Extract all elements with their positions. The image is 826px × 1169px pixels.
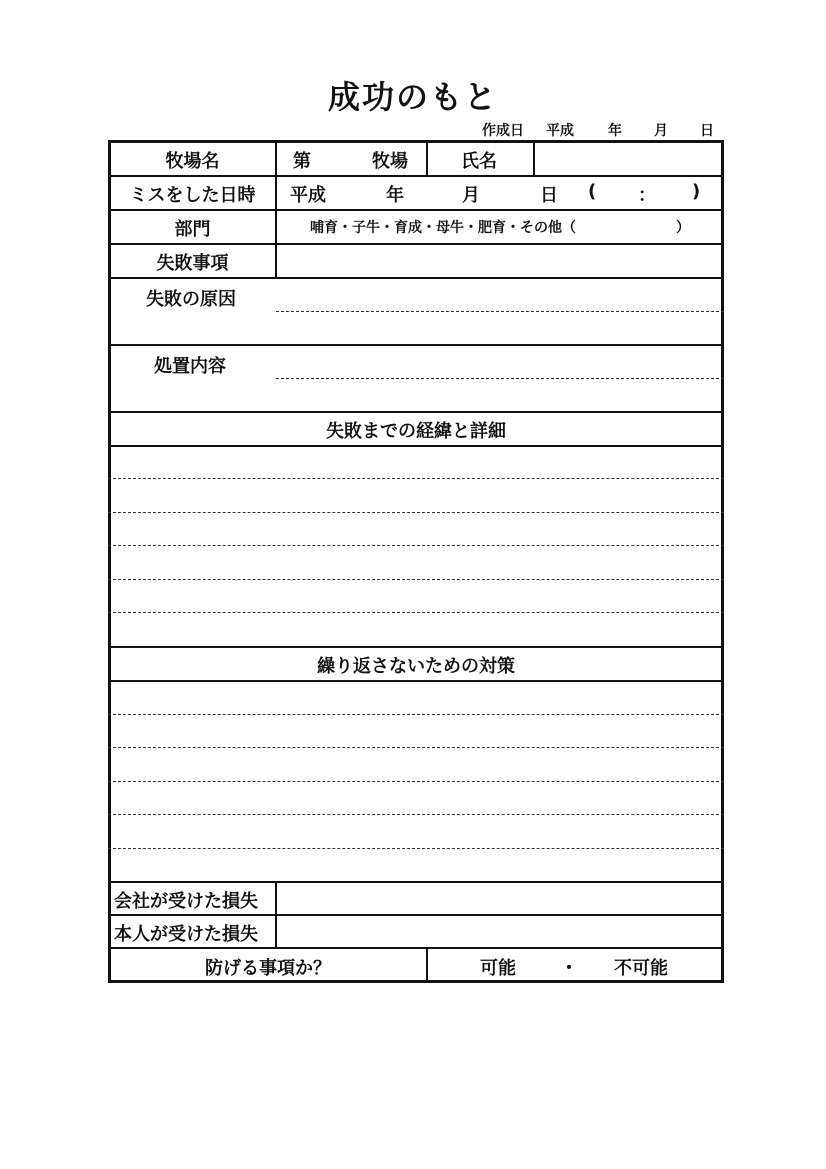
row-divider [108,881,724,883]
column-divider [426,140,428,175]
label-column-divider [275,140,277,277]
created-month-unit: 月 [654,123,668,139]
preventable-separator: ・ [560,958,578,979]
mistake-month-unit: 月 [462,185,480,206]
failure-item-label: 失敗事項 [156,253,229,274]
department-options: 哺育・子牛・育成・母牛・肥育・その他（ [310,220,576,236]
time-colon: ： [638,185,656,206]
preventable-impossible[interactable]: 不可能 [614,958,668,979]
company-loss-field[interactable] [278,884,720,913]
row-divider [108,175,724,177]
row-divider [108,445,724,447]
farm-suffix: 牧場 [372,151,408,172]
created-date-label: 作成日 [482,123,524,139]
created-year-unit: 年 [608,123,622,139]
failure-cause-label: 失敗の原因 [146,289,236,310]
farm-name-label: 牧場名 [165,151,220,172]
row-divider [108,680,724,682]
farm-number-prefix: 第 [293,151,311,172]
failure-cause-field[interactable] [111,313,720,343]
company-loss-label: 会社が受けた損失 [114,891,258,912]
preventable-possible[interactable]: 可能 [480,958,516,979]
column-divider [426,947,428,983]
department-label: 部門 [174,219,211,240]
writing-line [276,311,724,312]
row-divider [108,914,724,916]
row-divider [108,411,724,413]
personal-loss-label: 本人が受けた損失 [114,924,258,945]
details-header: 失敗までの経緯と詳細 [326,421,506,442]
department-close-paren: ） [676,220,690,236]
name-label: 氏名 [461,151,497,172]
label-column-divider [275,881,277,947]
mistake-datetime-label: ミスをした日時 [129,185,256,206]
details-field[interactable] [111,448,720,644]
form-title: 成功のもと [327,78,498,116]
countermeasure-field[interactable] [111,683,720,879]
personal-loss-field[interactable] [278,917,720,946]
row-divider [108,947,724,949]
row-divider [108,277,724,279]
writing-line [276,378,724,379]
row-divider [108,344,724,346]
treatment-field[interactable] [111,380,720,410]
mistake-year-unit: 年 [386,185,404,206]
row-divider [108,209,724,211]
created-day-unit: 日 [700,123,714,139]
treatment-label: 処置内容 [154,356,226,377]
time-close-paren: ) [692,181,701,202]
countermeasure-header: 繰り返さないための対策 [317,656,515,677]
column-divider [533,140,535,175]
time-open-paren: ( [588,181,597,202]
row-divider [108,243,724,245]
name-field[interactable] [536,143,720,174]
failure-item-field[interactable] [278,246,720,276]
row-divider [108,646,724,648]
created-era: 平成 [546,123,574,139]
mistake-era: 平成 [290,185,326,206]
mistake-day-unit: 日 [540,185,558,206]
preventable-label: 防げる事項か？ [205,958,331,979]
